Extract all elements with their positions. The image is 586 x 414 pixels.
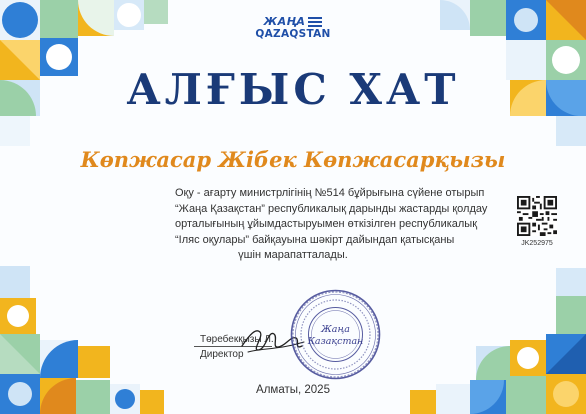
brand-subword: QAZAQSTAN	[255, 28, 331, 40]
official-stamp	[289, 288, 382, 381]
recipient-name: Көпжасар Жібек Көпжасарқызы	[80, 147, 506, 172]
brand-bars-icon	[308, 17, 322, 27]
qr-code-icon	[517, 196, 557, 236]
award-text-line: “Іляс оқулары” байқауына шәкірт дайындап қатысқаны	[175, 233, 455, 246]
certificate-title: АЛҒЫС ХАТ	[126, 65, 460, 114]
brand-logo	[255, 16, 331, 42]
award-text	[175, 186, 488, 264]
award-text-line: Оқу - ағарту министрлігінің №514 бұйрығына сүйене отырып	[175, 187, 485, 199]
brand-word: ЖАҢА	[263, 15, 306, 28]
place-date: Алматы, 2025	[256, 384, 330, 396]
qr-code-id: JK252975	[521, 240, 553, 247]
award-text-line: орталығының ұйымдастыруымен өткізілген республикалық	[175, 218, 478, 231]
stamp-center-text: Жаңа	[321, 324, 350, 335]
signatory-name: Төребекқызы Л.	[200, 334, 274, 345]
award-text-line: “Жаңа Қазақстан” республикалық дарынды жастарды қолдау	[175, 202, 488, 215]
signatory-role: Директор	[200, 349, 244, 360]
award-text-line: үшін марапатталады.	[238, 249, 348, 262]
stamp-center-text: Қазақстан	[307, 336, 364, 347]
